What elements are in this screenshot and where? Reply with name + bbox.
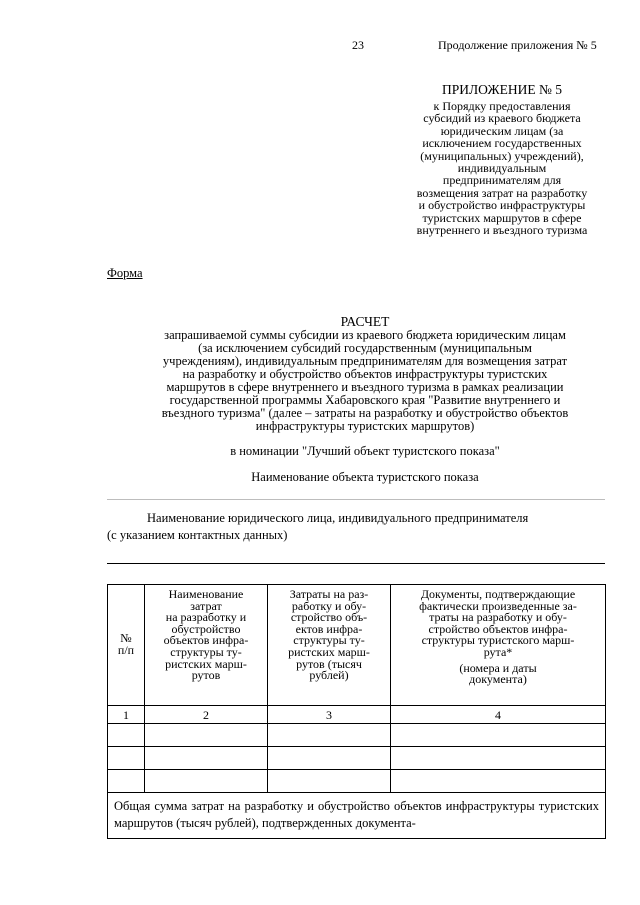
table-header-row <box>108 585 606 706</box>
appendix-line: индивидуальным <box>457 161 547 176</box>
appendix-line: субсидий из краевого бюджета <box>423 111 581 126</box>
table-cell[interactable] <box>268 747 391 770</box>
table-cell[interactable] <box>391 770 606 793</box>
calculation-line: въездного туризма" (далее – затраты на разработку и обустройство объектов <box>161 406 569 420</box>
column-number: 4 <box>391 706 606 724</box>
appendix-line: к Порядку предоставления <box>433 99 571 113</box>
table-row <box>108 724 606 747</box>
table-cell[interactable] <box>391 747 606 770</box>
table-cell[interactable] <box>268 724 391 747</box>
calculation-line: учреждениям), индивидуальным предпринимателям для возмещения затрат <box>162 354 568 368</box>
calculation-title: РАСЧЕТ <box>340 314 390 329</box>
table-cell[interactable] <box>108 747 145 770</box>
table-cell[interactable] <box>268 770 391 793</box>
header-cell-cost-amount: Затраты на раз- работку и обу- стройство объ- ектов инфра- структуры ту- ристских марш- рутов (тысяч рублей) <box>268 585 391 706</box>
appendix-line: юридическим лицам (за <box>440 123 564 138</box>
legal-entity-line: (с указанием контактных данных) <box>107 528 288 542</box>
table-column-numbers-row <box>108 706 606 724</box>
object-name-blank-line <box>107 499 605 500</box>
appendix-block <box>380 82 624 236</box>
appendix-line: исключением государственных <box>422 136 582 151</box>
appendix-line: предпринимателям для <box>442 173 562 188</box>
page-number: 23 <box>352 38 364 52</box>
calculation-block <box>105 314 625 433</box>
appendix-line: (муниципальных) учреждений), <box>420 148 584 163</box>
column-number: 3 <box>268 706 391 724</box>
table-row <box>108 747 606 770</box>
calculation-line: запрашиваемой суммы субсидии из краевого бюджета юридическим лицам <box>164 328 566 342</box>
table-cell[interactable] <box>108 770 145 793</box>
header-cell-cost-name: Наименование затрат на разработку и обустройство объектов инфра- структуры ту- ристских марш- рутов <box>145 585 268 706</box>
table-cell[interactable] <box>391 724 606 747</box>
table-cell[interactable] <box>108 724 145 747</box>
calculation-line: маршрутов в сфере внутреннего и въездного туризма в рамках реализации <box>166 380 564 394</box>
continuation-note: Продолжение приложения № 5 <box>438 38 597 52</box>
total-cost-text: Общая сумма затрат на разработку и обустройство объектов инфраструктуры туристских маршрутов (тысяч рублей), подтвержденных документа- <box>108 793 606 839</box>
calculation-line: (за исключением субсидий государственным (муниципальным <box>198 341 532 355</box>
table-cell[interactable] <box>145 724 268 747</box>
column-number: 2 <box>145 706 268 724</box>
appendix-line: и обустройство инфраструктуры <box>418 198 586 213</box>
appendix-line: туристских маршрутов в сфере <box>422 210 582 225</box>
table-row <box>108 770 606 793</box>
table-cell[interactable] <box>145 770 268 793</box>
legal-entity-block <box>107 510 611 544</box>
appendix-line: внутреннего и въездного туризма <box>416 223 588 238</box>
legal-entity-line: Наименование юридического лица, индивидуального предпринимателя <box>147 511 529 525</box>
nomination-line: в номинации "Лучший объект туристского показа" <box>230 444 500 458</box>
legal-entity-blank-line <box>107 563 605 564</box>
form-label: Форма <box>107 266 143 280</box>
cost-table <box>107 584 606 839</box>
header-cell-number: № п/п <box>108 585 145 706</box>
table-total-row <box>108 793 606 839</box>
appendix-title: ПРИЛОЖЕНИЕ № 5 <box>441 82 563 97</box>
calculation-line: на разработку и обустройство объектов инфраструктуры туристских <box>182 367 548 381</box>
appendix-line: возмещения затрат на разработку <box>416 185 588 200</box>
column-number: 1 <box>108 706 145 724</box>
calculation-line: инфраструктуры туристских маршрутов) <box>255 419 475 433</box>
header-cell-documents: Документы, подтверждающие фактически произведенные за- траты на разработку и обу- стройство объектов инфра- структуры туристского марш- рута* (номера и даты документа) <box>391 585 606 706</box>
object-name-label: Наименование объекта туристского показа <box>251 470 479 484</box>
table-cell[interactable] <box>145 747 268 770</box>
calculation-line: государственной программы Хабаровского края "Развитие внутреннего и <box>169 393 561 407</box>
